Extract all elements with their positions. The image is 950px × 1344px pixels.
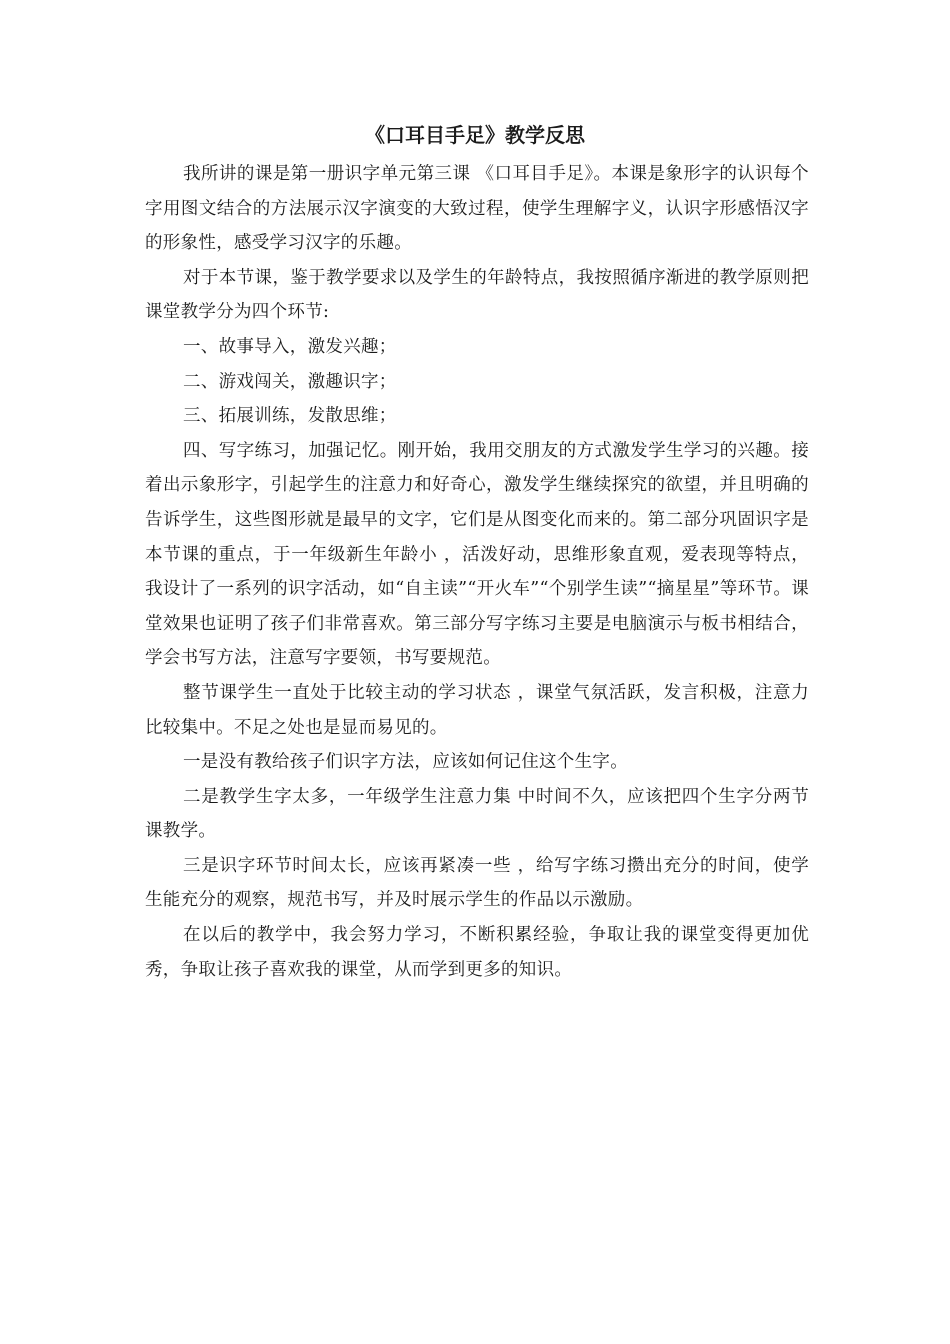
document-body <box>145 157 809 987</box>
list-item-step-2: 二、游戏闯关，激趣识字； <box>183 371 397 392</box>
paragraph-intro: 我所讲的课是第一册识字单元第三课 《口耳目手足》。本课是象形字的认识每个字用图文结合的方法展示汉字演变的大致过程，使学生理解字义，认识字形感悟汉字的形象性，感受学习汉字的乐趣。 <box>145 164 809 254</box>
list-item-step-3: 三、拓展训练，发散思维； <box>183 406 397 427</box>
document-title: 《口耳目手足》教学反思 <box>365 123 585 147</box>
paragraph-summary: 整节课学生一直处于比较主动的学习状态 ，课堂气氛活跃，发言积极，注意力比较集中。不足之处也是显而易见的。 <box>145 682 809 738</box>
paragraph-shortcoming-1: 一是没有教给孩子们识字方法，应该如何记住这个生字。 <box>183 752 628 773</box>
paragraph-shortcoming-2: 二是教学生字太多，一年级学生注意力集 中时间不久，应该把四个生字分两节课教学。 <box>145 786 809 842</box>
paragraph-conclusion: 在以后的教学中，我会努力学习，不断积累经验，争取让我的课堂变得更加优秀，争取让孩子喜欢我的课堂，从而学到更多的知识。 <box>145 925 809 980</box>
list-item-step-4: 四、写字练习，加强记忆。刚开始，我用交朋友的方式激发学生学习的兴趣。接着出示象形字，引起学生的注意力和好奇心，激发学生继续探究的欲望，并且明确的告诉学生，这些图形就是最早的文字，它们是从图变化而来的。第二部分巩固识字是本节课的重点，于一年级新生年龄小 ，活泼好动，思维形象直观，爱表现等特点，我设计了一系列的识字活动，如“自主读”“开火车”“个别学生读”“摘星星”等环节。课堂效果也证明了孩子们非常喜欢。第三部分写字练习主要是电脑演示与板书相结合，学会书写方法，注意写字要领，书写要规范。 <box>145 440 809 669</box>
paragraph-shortcoming-3: 三是识字环节时间太长，应该再紧凑一些 ，给写字练习攒出充分的时间，使学生能充分的观察，规范书写，并及时展示学生的作品以示激励。 <box>145 855 809 911</box>
paragraph-structure: 对于本节课，鉴于教学要求以及学生的年龄特点，我按照循序渐进的教学原则把课堂教学分为四个环节: <box>145 267 809 323</box>
list-item-step-1: 一、故事导入，激发兴趣； <box>183 336 397 357</box>
